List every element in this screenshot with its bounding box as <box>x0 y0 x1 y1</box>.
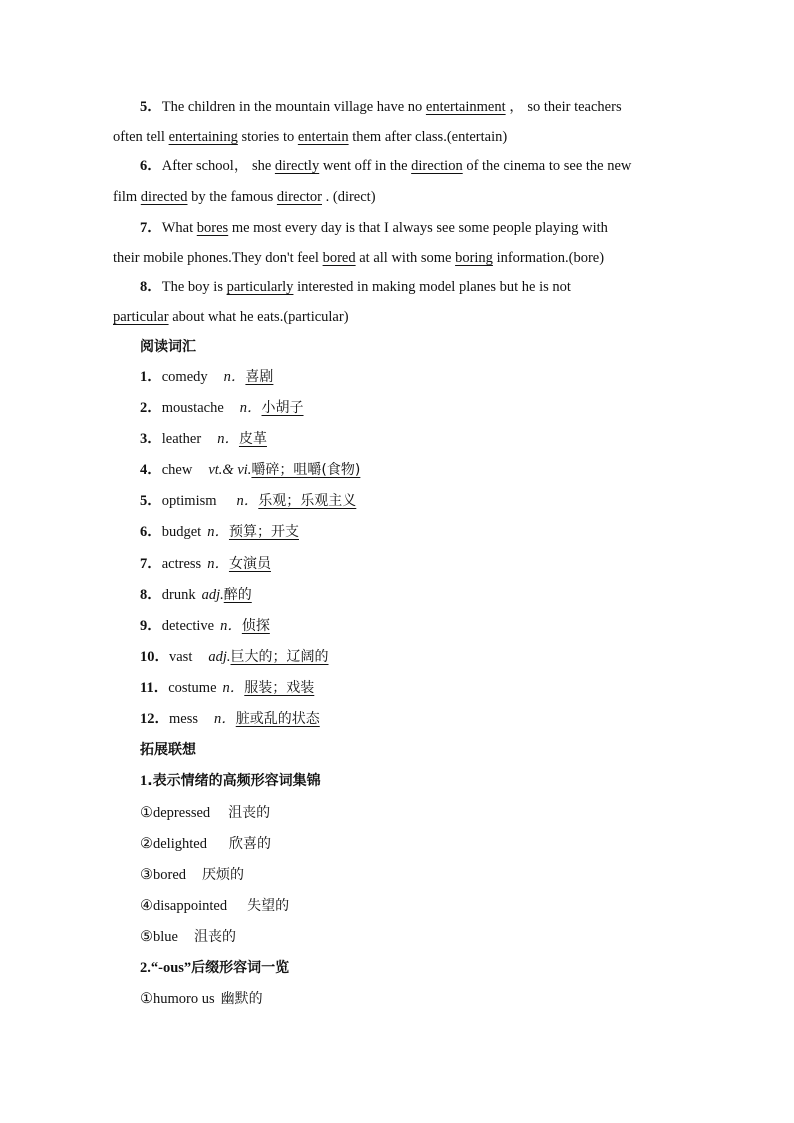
vocab-word: budget <box>161 524 202 540</box>
vocab-meaning: 女演员 <box>228 556 271 572</box>
item-word: ④disappointed <box>140 898 228 914</box>
group-number: 1 <box>140 773 148 789</box>
vocab-word: optimism <box>161 493 217 509</box>
vocab-item <box>140 678 314 698</box>
answer-blank: particularly <box>226 279 294 295</box>
vocab-item <box>140 491 356 511</box>
exercise-text: at all with some <box>355 250 456 266</box>
group-2-title <box>140 958 289 978</box>
vocab-number: 10． <box>140 649 169 665</box>
list-item <box>140 927 236 947</box>
item-meaning: 欣喜的 <box>228 836 271 852</box>
vocab-item <box>140 647 329 667</box>
item-word: ③bored <box>140 867 187 883</box>
vocab-word: actress <box>161 556 202 572</box>
vocab-word: drunk <box>161 587 196 603</box>
group-1-title <box>140 771 321 791</box>
vocab-pos: n． <box>207 556 229 572</box>
vocab-number: 8． <box>140 587 162 603</box>
exercise-5-line-1 <box>140 97 622 117</box>
exercise-6-line-2 <box>113 187 376 207</box>
vocab-word: comedy <box>161 369 208 385</box>
vocab-pos: n． <box>239 400 262 416</box>
vocab-word: vast <box>169 649 193 665</box>
vocab-item <box>140 709 320 729</box>
vocab-meaning: 服装；戏装 <box>244 680 315 696</box>
item-meaning: 厌烦的 <box>202 867 245 883</box>
item-word: ①humoro us <box>140 991 215 1007</box>
item-meaning: 沮丧的 <box>193 929 236 945</box>
section-heading-reading: 阅读词汇 <box>140 339 196 355</box>
vocab-word: moustache <box>161 400 224 416</box>
exercise-text: went off in the <box>319 158 412 174</box>
vocab-meaning: 小胡子 <box>261 400 304 416</box>
vocab-word: chew <box>161 462 193 478</box>
vocab-item <box>140 429 267 449</box>
exercise-text: information.(bore) <box>492 250 605 266</box>
exercise-7-line-2 <box>113 248 604 268</box>
vocab-pos: adj. <box>201 587 224 603</box>
exercise-text: The boy is <box>161 279 227 295</box>
group-title-text: .表示情绪的高频形容词集锦 <box>147 773 321 789</box>
vocab-number: 11． <box>140 680 169 696</box>
vocab-word: leather <box>161 431 202 447</box>
answer-blank: entertaining <box>168 129 238 145</box>
vocab-item <box>140 585 252 605</box>
section-heading-expand: 拓展联想 <box>140 742 196 758</box>
vocab-pos: n． <box>223 369 246 385</box>
answer-blank: boring <box>455 250 493 266</box>
vocab-meaning: 喜剧 <box>245 369 274 385</box>
vocab-item <box>140 398 304 418</box>
vocab-word: costume <box>168 680 217 696</box>
vocab-meaning: 嚼碎；咀嚼(食物) <box>251 462 361 478</box>
vocab-meaning: 皮革 <box>238 431 267 447</box>
vocab-number: 12． <box>140 711 169 727</box>
exercise-text: The children in the mountain village have no <box>161 99 426 115</box>
exercise-text: film <box>113 189 141 205</box>
vocab-pos: n． <box>220 618 242 634</box>
vocab-number: 9． <box>140 618 162 634</box>
item-word: ②delighted <box>140 836 207 852</box>
vocab-number: 5． <box>140 493 162 509</box>
group-title-text: 后缀形容词一览 <box>191 960 290 976</box>
exercise-number: 6． <box>140 158 162 174</box>
answer-blank: bored <box>322 250 356 266</box>
answer-blank: directly <box>274 158 320 174</box>
item-meaning: 失望的 <box>247 898 290 914</box>
vocab-meaning: 乐观；乐观主义 <box>258 493 357 509</box>
exercise-text: their mobile phones.They don't feel <box>113 250 323 266</box>
vocab-pos: n． <box>214 711 236 727</box>
vocab-item <box>140 367 273 387</box>
vocab-meaning: 巨大的；辽阔的 <box>230 649 329 665</box>
vocab-number: 6． <box>140 524 162 540</box>
exercise-text: me most every day is that I always see some people playing with <box>228 220 608 236</box>
list-item <box>140 803 270 823</box>
vocab-pos: n． <box>217 431 239 447</box>
exercise-text: What <box>161 220 197 236</box>
answer-blank: directed <box>140 189 188 205</box>
vocab-word: detective <box>161 618 215 634</box>
vocab-item <box>140 616 270 636</box>
item-meaning: 沮丧的 <box>228 805 271 821</box>
exercise-text: often tell <box>113 129 169 145</box>
exercise-text: . (direct) <box>322 189 376 205</box>
list-item <box>140 896 289 916</box>
vocab-item <box>140 522 299 542</box>
vocab-meaning: 脏或乱的状态 <box>235 711 320 727</box>
list-item <box>140 834 271 854</box>
answer-blank: particular <box>113 309 169 325</box>
exercise-text: interested in making model planes but he is not <box>293 279 571 295</box>
vocab-word: mess <box>169 711 198 727</box>
vocab-pos: n． <box>222 680 245 696</box>
vocab-number: 4． <box>140 462 162 478</box>
vocab-meaning: 醉的 <box>223 587 252 603</box>
exercise-number: 7． <box>140 220 162 236</box>
exercise-text: them after class.(entertain) <box>348 129 508 145</box>
vocab-meaning: 预算；开支 <box>228 524 299 540</box>
exercise-text: After school， she <box>161 158 275 174</box>
answer-blank: entertainment <box>425 99 506 115</box>
suffix-label: .“-ous” <box>147 960 192 976</box>
exercise-8-line-1 <box>140 277 571 297</box>
vocab-pos: adj. <box>208 649 231 665</box>
vocab-pos: n． <box>236 493 259 509</box>
answer-blank: entertain <box>297 129 349 145</box>
vocab-pos: vt.& vi. <box>208 462 252 478</box>
exercise-text: about what he eats.(particular) <box>168 309 349 325</box>
answer-blank: bores <box>196 220 229 236</box>
item-meaning: 幽默的 <box>220 991 263 1007</box>
exercise-text: ， so their teachers <box>505 99 622 115</box>
exercise-8-line-2 <box>113 307 349 327</box>
vocab-item <box>140 460 360 480</box>
exercise-number: 5． <box>140 99 162 115</box>
exercise-5-line-2 <box>113 127 507 147</box>
exercise-number: 8． <box>140 279 162 295</box>
list-item <box>140 989 263 1009</box>
answer-blank: direction <box>411 158 463 174</box>
exercise-6-line-1 <box>140 156 631 176</box>
vocab-number: 3． <box>140 431 162 447</box>
exercise-7-line-1 <box>140 218 608 238</box>
item-word: ①depressed <box>140 805 211 821</box>
group-number: 2 <box>140 960 148 976</box>
item-word: ⑤blue <box>140 929 178 945</box>
exercise-text: of the cinema to see the new <box>462 158 632 174</box>
vocab-meaning: 侦探 <box>241 618 270 634</box>
list-item <box>140 865 244 885</box>
exercise-text: by the famous <box>187 189 277 205</box>
answer-blank: director <box>276 189 322 205</box>
vocab-number: 1． <box>140 369 162 385</box>
vocab-number: 2． <box>140 400 162 416</box>
vocab-number: 7． <box>140 556 162 572</box>
vocab-pos: n． <box>207 524 229 540</box>
vocab-item <box>140 554 271 574</box>
exercise-text: stories to <box>237 129 298 145</box>
